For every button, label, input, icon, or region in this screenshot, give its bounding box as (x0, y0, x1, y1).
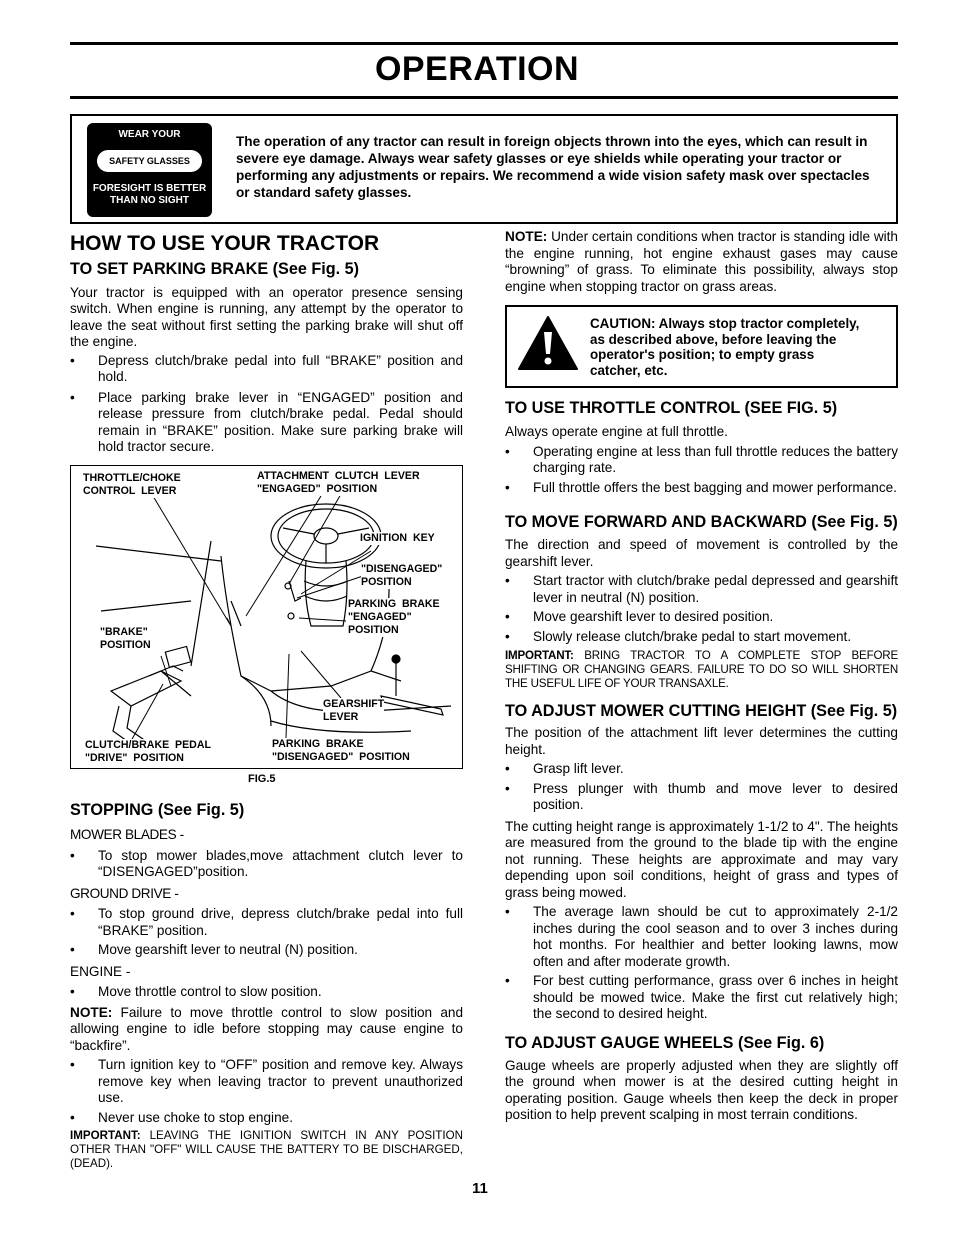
throttle-body: Always operate engine at full throttle. (505, 424, 728, 439)
list-item: • Start tractor with clutch/brake pedal depressed and gearshift lever in neutral (N) position. (505, 573, 898, 606)
label-disengaged-position: "DISENGAGED" POSITION (361, 563, 443, 588)
list-item: • Move throttle control to slow position. (70, 984, 463, 1001)
list-item: • Move gearshift lever to desired position. (505, 609, 898, 626)
note-text: Under certain conditions when tractor is standing idle with the engine running, hot engine exhaust gases may cause “browning” of grass. To eliminate this possibility, always stop engine when stopping tractor on grass areas. (505, 229, 898, 294)
top-rule (70, 42, 898, 45)
section-heading-how-to-use: HOW TO USE YOUR TRACTOR (70, 232, 380, 255)
page-title: OPERATION (374, 50, 580, 88)
figure-5-diagram (70, 465, 463, 769)
list-item: • Move gearshift lever to neutral (N) position. (70, 942, 463, 959)
cutting-height-body-2: The cutting height range is approximately 1-1/2 to 4". The heights are measured from the ground to the blade tip with the engine not running. These heights are approximate and may vary depending upon soil conditions, height of grass and types of grass being mowed. (505, 818, 898, 900)
badge-bottom-line-2: THAN NO SIGHT (110, 195, 189, 206)
right-column-main (505, 398, 898, 1124)
list-item: • For best cutting performance, grass over 6 inches in height should be mowed twice. Make the first cut relatively high; the second to desired height. (505, 973, 898, 1023)
list-item: • Press plunger with thumb and move lever to desired position. (505, 781, 898, 814)
left-column (70, 232, 463, 456)
badge-bottom-text (87, 183, 212, 207)
forward-important (505, 649, 898, 691)
cutting-height-body: The position of the attachment lift lever determines the cutting height. (505, 725, 898, 757)
page-number: 11 (472, 1180, 488, 1197)
stopping-heading: STOPPING (See Fig. 5) (70, 801, 245, 819)
label-parking-brake-engaged: PARKING BRAKE "ENGAGED" POSITION (348, 598, 440, 636)
list-item: • Full throttle offers the best bagging and mower performance. (505, 480, 898, 497)
important-label: IMPORTANT: (505, 649, 574, 662)
list-item: • To stop mower blades,move attachment clutch lever to “DISENGAGED”position. (70, 848, 463, 881)
label-attachment-clutch: ATTACHMENT CLUTCH LEVER "ENGAGED" POSITION (257, 470, 420, 495)
list-item: • Place parking brake lever in “ENGAGED” position and release pressure from clutch/brake pedal. Pedal should remain in “BRAKE” position. Make sure parking brake will hold tractor secure. (70, 390, 463, 456)
safety-glasses-icon (97, 150, 202, 172)
parking-brake-list (70, 353, 463, 456)
right-column-top (505, 229, 898, 295)
title-rule (70, 96, 898, 99)
important-label: IMPORTANT: (70, 1129, 141, 1142)
list-item: • Turn ignition key to “OFF” position and remove key. Always remove key when leaving tractor to prevent unauthorized use. (70, 1057, 463, 1107)
badge-middle-text: SAFETY GLASSES (109, 156, 190, 166)
throttle-list (505, 444, 898, 497)
forward-backward-heading: TO MOVE FORWARD AND BACKWARD (See Fig. 5) (505, 513, 898, 531)
list-item: • Depress clutch/brake pedal into full “BRAKE” position and hold. (70, 353, 463, 386)
forward-backward-body: The direction and speed of movement is controlled by the gearshift lever. (505, 537, 898, 569)
warning-triangle-icon (517, 314, 579, 372)
important-text: BRING TRACTOR TO A COMPLETE STOP BEFORE SHIFTING OR CHANGING GEARS. FAILURE TO DO SO WILL SHORTEN THE USEFUL LIFE OF YOUR TRANSAXLE. (505, 649, 898, 690)
safety-glasses-badge (87, 123, 212, 217)
forward-backward-list (505, 573, 898, 645)
label-throttle-choke: THROTTLE/CHOKE CONTROL LEVER (83, 472, 181, 497)
list-item: • To stop ground drive, depress clutch/brake pedal into full “BRAKE” position. (70, 906, 463, 939)
stopping-more-list (70, 1057, 463, 1126)
badge-bottom-line-1: FORESIGHT IS BETTER (92, 183, 207, 194)
stopping-section (70, 800, 463, 1171)
list-item: • Never use choke to stop engine. (70, 1110, 463, 1127)
caution-box (505, 305, 898, 388)
stopping-note (70, 1005, 463, 1055)
figure-caption: FIG.5 (248, 773, 276, 785)
label-ignition-key: IGNITION KEY (360, 532, 435, 544)
note-text: Failure to move throttle control to slow position and allowing engine to idle before stopping may cause engine to “backfire”. (70, 1004, 463, 1053)
gauge-wheels-heading: TO ADJUST GAUGE WHEELS (See Fig. 6) (505, 1033, 825, 1052)
cutting-height-heading: TO ADJUST MOWER CUTTING HEIGHT (See Fig. 5) (505, 702, 898, 720)
list-item: • The average lawn should be cut to approximately 2-1/2 inches during the cool season and to over 3 inches during hot months. For healthier and better looking lawns, mow often and after moderate growth. (505, 904, 898, 970)
note-label: NOTE: (70, 1004, 113, 1020)
cutting-height-list-2 (505, 904, 898, 1023)
stopping-important (70, 1129, 463, 1171)
caution-text: CAUTION: Always stop tractor completely, as described above, before leaving the operator's position; to empty grass catcher, etc. (590, 316, 860, 378)
mower-blades-list (70, 848, 463, 881)
ground-drive-list (70, 906, 463, 959)
mower-blades-label: MOWER BLADES - (70, 827, 184, 842)
engine-list (70, 984, 463, 1001)
label-brake-position: "BRAKE" POSITION (100, 626, 151, 651)
engine-label: ENGINE - (70, 963, 131, 979)
ground-drive-label: GROUND DRIVE - (70, 885, 179, 901)
cutting-height-list (505, 761, 898, 814)
parking-brake-body: Your tractor is equipped with an operator presence sensing switch. When engine is running, any attempt by the operator to leave the seat without first setting the parking brake will shut off the engine. (70, 284, 463, 349)
list-item: • Operating engine at less than full throttle reduces the battery charging rate. (505, 444, 898, 477)
badge-top-text: WEAR YOUR (118, 129, 181, 140)
gauge-wheels-body: Gauge wheels are properly adjusted when they are slightly off the ground when mower is at the desired cutting height in operating position. Gauge wheels then keep the deck in proper position to help prevent scalping in most terrain conditions. (505, 1057, 898, 1122)
list-item: • Grasp lift lever. (505, 761, 898, 778)
parking-brake-heading: TO SET PARKING BRAKE (See Fig. 5) (70, 259, 360, 278)
safety-warning-text: The operation of any tractor can result in foreign objects thrown into the eyes, which can result in severe eye damage. Always wear safety glasses or eye shields while operating your tractor or performing any adjustments or repairs. We recommend a wide vision safety mask over spectacles or standard safety glasses. (236, 134, 870, 200)
safety-warning-box (70, 114, 898, 224)
label-gearshift-lever: GEARSHIFT LEVER (323, 698, 385, 723)
list-item: • Slowly release clutch/brake pedal to start movement. (505, 629, 898, 646)
label-clutch-brake-pedal: CLUTCH/BRAKE PEDAL "DRIVE" POSITION (85, 739, 211, 764)
label-parking-brake-disengaged: PARKING BRAKE "DISENGAGED" POSITION (272, 738, 410, 763)
note-label: NOTE: (505, 229, 548, 244)
throttle-heading: TO USE THROTTLE CONTROL (SEE FIG. 5) (505, 399, 838, 417)
important-text: LEAVING THE IGNITION SWITCH IN ANY POSITION OTHER THAN "OFF" WILL CAUSE THE BATTERY TO BE DISCHARGED, (DEAD). (70, 1129, 463, 1170)
exhaust-note (505, 229, 898, 295)
